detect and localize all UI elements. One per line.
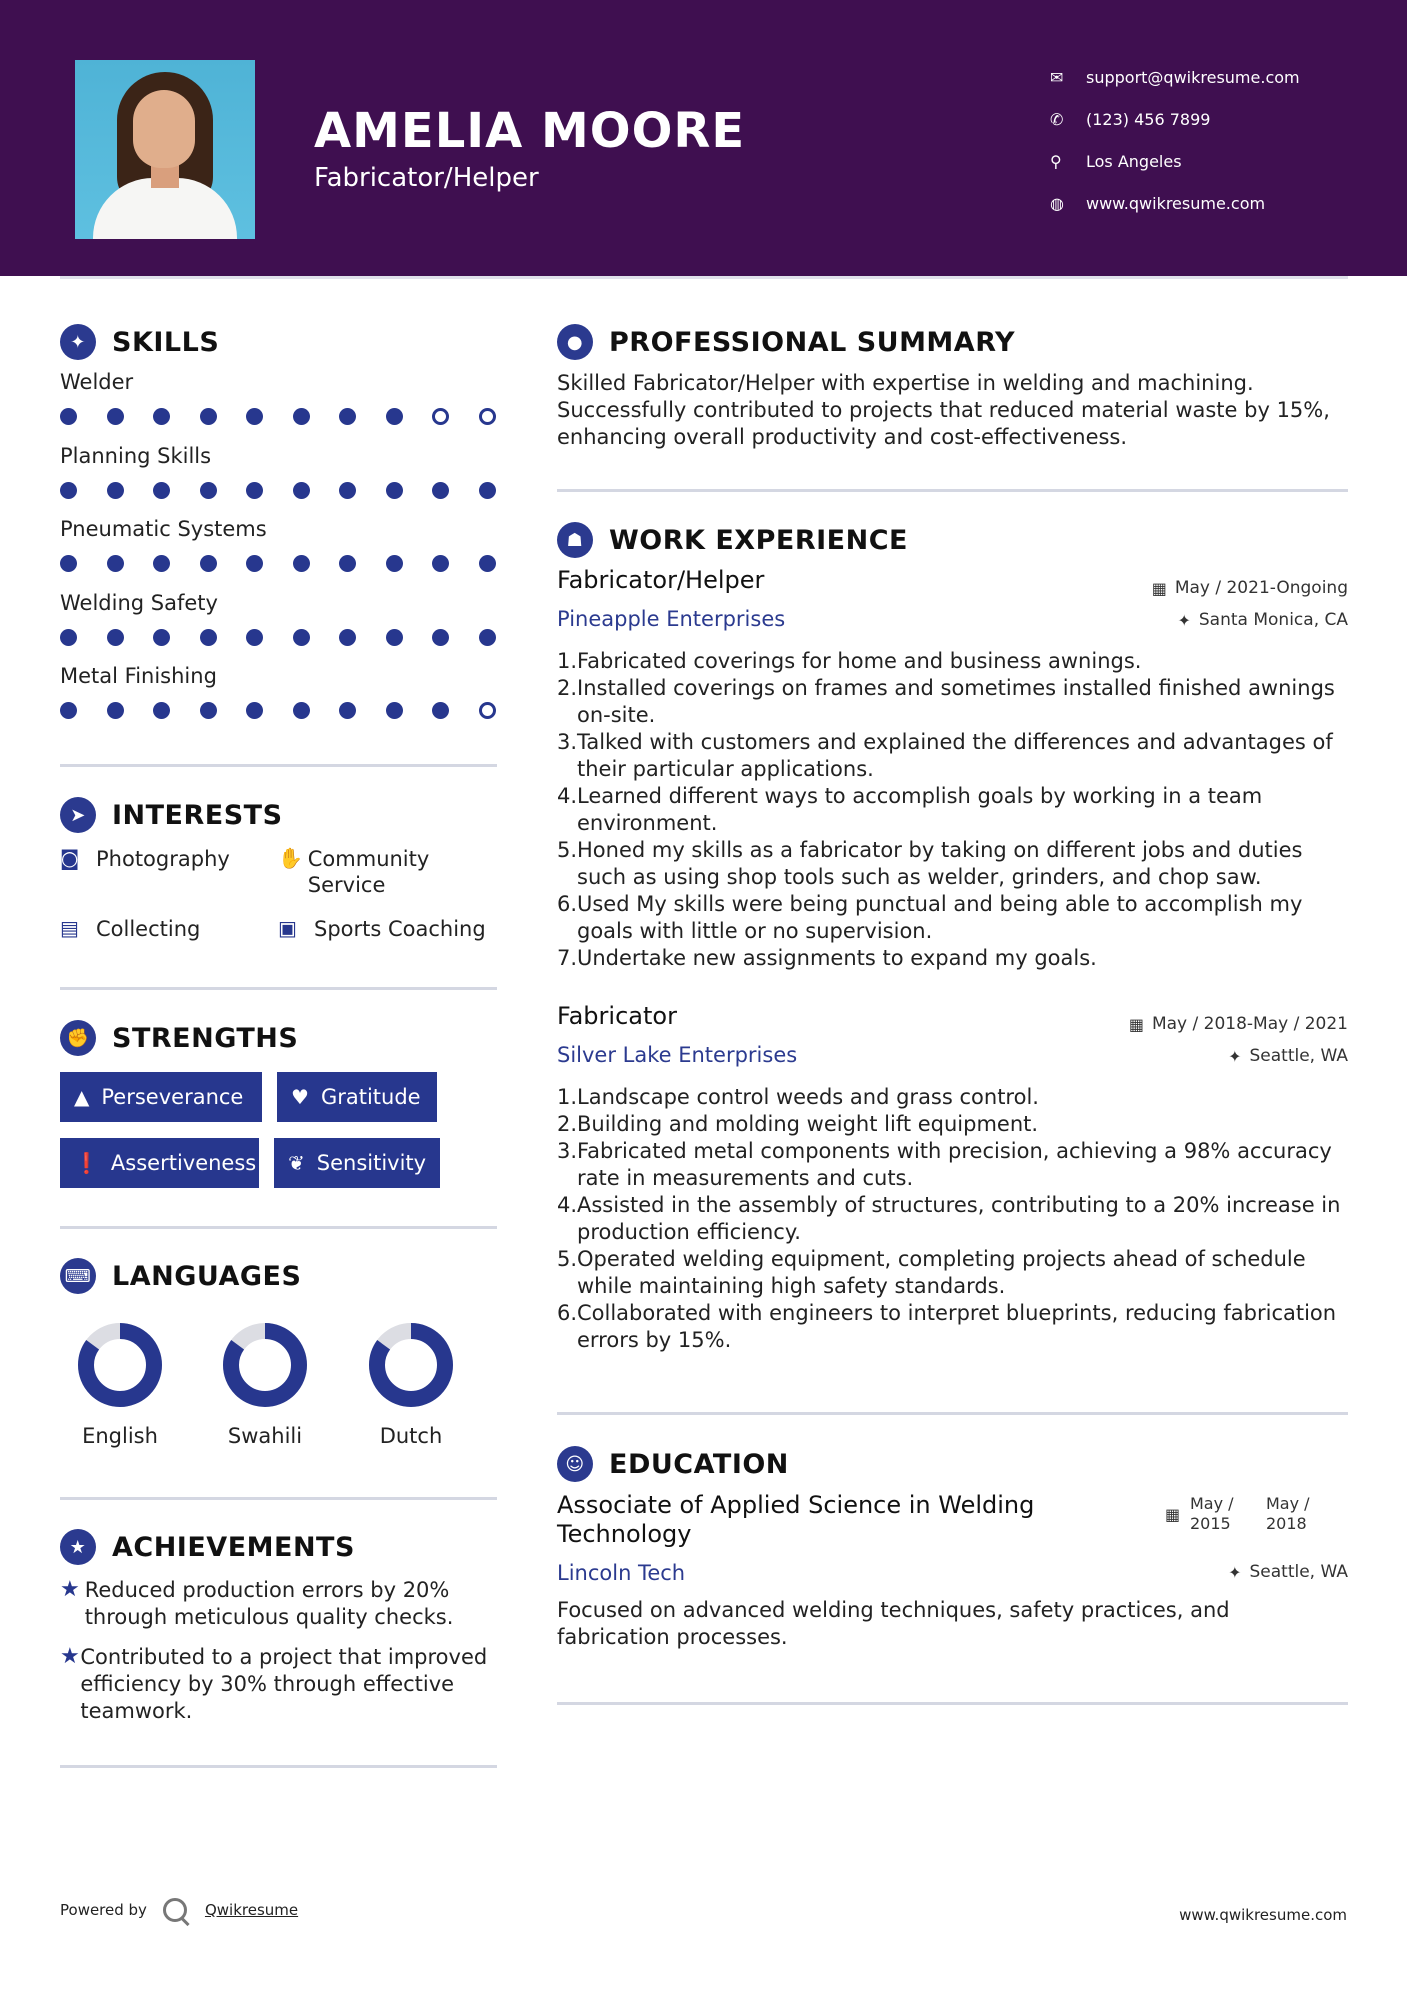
divider <box>60 764 497 767</box>
skill-rating <box>60 408 525 425</box>
divider <box>60 1226 497 1229</box>
duty-item: 6. Used My skills were being punctual and being able to accomplish my goals with little or no supervision. <box>557 892 1303 943</box>
fist-icon: ✊ <box>60 1020 96 1056</box>
header-banner <box>0 0 1407 276</box>
paper-plane-icon: ➤ <box>60 797 96 833</box>
interest-community-service: ✋ Community Service <box>278 846 430 897</box>
rating-dot <box>293 629 310 646</box>
education-description: Focused on advanced welding techniques, safety practices, and fabrication processes. <box>557 1598 1230 1649</box>
phone-icon: ✆ <box>1050 109 1064 129</box>
summary-heading: ● PROFESSIONAL SUMMARY <box>557 324 1015 360</box>
contact-email[interactable]: ✉ support@qwikresume.com <box>1050 67 1300 87</box>
rating-dot <box>293 702 310 719</box>
contact-list <box>1050 56 1300 224</box>
language-item <box>60 1322 180 1448</box>
pushpin-icon: ✦ <box>1228 1046 1242 1066</box>
skills-heading: ✦ SKILLS <box>60 324 219 360</box>
rating-dot <box>246 702 263 719</box>
rating-dot <box>339 702 356 719</box>
qwikresume-logo-icon <box>163 1898 187 1922</box>
skill-label: Planning Skills <box>60 443 212 468</box>
duty-item: 4. Learned different ways to accomplish goals by working in a team environment. <box>557 784 1263 835</box>
job-location: ✦ Santa Monica, CA <box>1177 610 1348 630</box>
job-title: Fabricator/Helper <box>557 566 765 594</box>
language-name: English <box>82 1424 158 1448</box>
road-icon: ▲ <box>74 1085 90 1109</box>
language-name: Swahili <box>227 1424 303 1448</box>
rating-dot <box>200 408 217 425</box>
skill-label: Welding Safety <box>60 590 218 615</box>
rating-dot <box>386 629 403 646</box>
proficiency-donut <box>368 1322 454 1408</box>
star-icon: ★ <box>60 1577 80 1602</box>
rating-dot <box>246 482 263 499</box>
globe-icon: ◍ <box>1050 193 1064 213</box>
footer-powered-by: Powered by Qwikresume <box>60 1898 298 1922</box>
rating-dot <box>432 482 449 499</box>
footer-website[interactable]: www.qwikresume.com <box>1179 1906 1347 1924</box>
languages-heading: ⌨ LANGUAGES <box>60 1258 301 1294</box>
job-dates: ▦ May / 2018-May / 2021 <box>1128 1014 1348 1034</box>
rating-dot <box>107 629 124 646</box>
divider <box>557 1702 1348 1705</box>
rating-dot <box>107 555 124 572</box>
strengths-heading: ✊ STRENGTHS <box>60 1020 298 1056</box>
summary-text: Skilled Fabricator/Helper with expertise in welding and machining. Successfully contributed to projects that reduced material waste by 15%, enhancing overall productivity and cost-effectiveness. <box>557 371 1330 449</box>
duty-item: 4. Assisted in the assembly of structures, contributing to a 20% increase in production efficiency. <box>557 1193 1341 1244</box>
rating-dot <box>432 702 449 719</box>
rating-dot <box>293 555 310 572</box>
lightbulb-icon: ✦ <box>60 324 96 360</box>
worker-icon: ☗ <box>557 522 593 558</box>
rating-dot <box>200 629 217 646</box>
graduate-icon: ☺ <box>557 1446 593 1482</box>
rating-dot <box>293 482 310 499</box>
rating-dot <box>386 555 403 572</box>
exclamation-icon: ❗ <box>74 1151 99 1175</box>
rating-dot <box>479 408 496 425</box>
duty-item: 3. Fabricated metal components with precision, achieving a 98% accuracy rate in measurements and cuts. <box>557 1139 1332 1190</box>
rating-dot <box>200 702 217 719</box>
rating-dot <box>60 629 77 646</box>
job-location: ✦ Seattle, WA <box>1228 1046 1348 1066</box>
rating-dot <box>432 555 449 572</box>
rating-dot <box>479 702 496 719</box>
job-duties <box>557 648 1347 972</box>
rating-dot <box>107 482 124 499</box>
rating-dot <box>107 408 124 425</box>
proficiency-donut <box>222 1322 308 1408</box>
rating-dot <box>339 555 356 572</box>
divider <box>60 1497 497 1500</box>
rating-dot <box>339 408 356 425</box>
leaf-icon: ❦ <box>288 1151 305 1175</box>
language-icon: ⌨ <box>60 1258 96 1294</box>
degree-title: Associate of Applied Science in Welding Technology <box>557 1491 1035 1548</box>
duty-item: 7. Undertake new assignments to expand my goals. <box>557 946 1097 970</box>
pushpin-icon: ✦ <box>1177 610 1191 630</box>
job-company: Silver Lake Enterprises <box>557 1043 798 1067</box>
duty-item: 1. Fabricated coverings for home and business awnings. <box>557 649 1142 673</box>
job-title: Fabricator <box>557 1002 677 1030</box>
education-end-date: May / 2018 <box>1266 1494 1310 1533</box>
user-icon: ● <box>557 324 593 360</box>
calendar-icon: ▦ <box>1128 1014 1144 1034</box>
rating-dot <box>339 482 356 499</box>
skill-rating <box>60 555 525 572</box>
skill-label: Metal Finishing <box>60 664 217 688</box>
rating-dot <box>200 482 217 499</box>
duty-item: 1. Landscape control weeds and grass control. <box>557 1085 1039 1109</box>
duty-item: 5. Honed my skills as a fabricator by taking on different jobs and duties such as using shop tools such as welder, grinders, and chop saw. <box>557 838 1303 889</box>
rating-dot <box>479 555 496 572</box>
rating-dot <box>153 555 170 572</box>
divider <box>60 987 497 990</box>
rating-dot <box>60 482 77 499</box>
strength-badge: ❦ Sensitivity <box>274 1138 440 1188</box>
strength-badge: ♥ Gratitude <box>277 1072 437 1122</box>
pushpin-icon: ✦ <box>1228 1562 1242 1582</box>
proficiency-donut <box>77 1322 163 1408</box>
camera-icon: ◙ <box>60 846 80 870</box>
job-duties <box>557 1084 1347 1354</box>
divider <box>557 489 1348 492</box>
duty-item: 5. Operated welding equipment, completing projects ahead of schedule while maintaining high safety standards. <box>557 1247 1306 1298</box>
brand-link[interactable]: Qwikresume <box>204 1901 299 1919</box>
achievement-item: ★ Contributed to a project that improved efficiency by 30% through effective teamwork. <box>60 1644 488 1723</box>
rating-dot <box>153 629 170 646</box>
rating-dot <box>246 629 263 646</box>
contact-phone[interactable]: ✆ (123) 456 7899 <box>1050 109 1211 129</box>
duty-item: 2. Installed coverings on frames and sometimes installed finished awnings on-site. <box>557 676 1335 727</box>
envelope-icon: ✉ <box>1050 67 1064 87</box>
interest-collecting: ▤ Collecting <box>60 916 201 941</box>
star-badge-icon: ★ <box>60 1529 96 1565</box>
rating-dot <box>432 408 449 425</box>
contact-website[interactable]: ◍ www.qwikresume.com <box>1050 193 1266 213</box>
job-dates: ▦ May / 2021-Ongoing <box>1151 578 1348 598</box>
strength-badge: ▲ Perseverance <box>60 1072 262 1122</box>
education-start-date: May / 2015 <box>1190 1494 1234 1533</box>
interest-sports-coaching: ▣ Sports Coaching <box>278 916 486 941</box>
rating-dot <box>200 555 217 572</box>
rating-dot <box>339 629 356 646</box>
rating-dot <box>153 408 170 425</box>
rating-dot <box>293 408 310 425</box>
skill-rating <box>60 702 525 719</box>
strength-badge: ❗ Assertiveness <box>60 1138 259 1188</box>
rating-dot <box>246 408 263 425</box>
skill-rating <box>60 629 525 646</box>
skill-rating <box>60 482 525 499</box>
rating-dot <box>246 555 263 572</box>
achievements-heading: ★ ACHIEVEMENTS <box>60 1529 355 1565</box>
candidate-name: AMELIA MOORE <box>314 103 746 159</box>
duty-item: 6. Collaborated with engineers to interpret blueprints, reducing fabrication errors by 15%. <box>557 1301 1337 1352</box>
rating-dot <box>153 482 170 499</box>
contact-location: ⚲ Los Angeles <box>1050 151 1182 171</box>
language-name: Dutch <box>379 1424 443 1448</box>
achievement-item: ★ Reduced production errors by 20% through meticulous quality checks. <box>60 1577 454 1629</box>
interest-photography: ◙ Photography <box>60 846 230 871</box>
rating-dot <box>60 555 77 572</box>
profile-photo <box>75 60 255 239</box>
divider <box>60 1765 497 1768</box>
rating-dot <box>479 482 496 499</box>
rating-dot <box>60 702 77 719</box>
rating-dot <box>60 408 77 425</box>
heart-icon: ♥ <box>291 1085 309 1109</box>
education-location: ✦ Seattle, WA <box>1228 1562 1348 1582</box>
language-item <box>205 1322 325 1448</box>
rating-dot <box>386 702 403 719</box>
skill-label: Pneumatic Systems <box>60 517 267 541</box>
rating-dot <box>432 629 449 646</box>
star-icon: ★ <box>60 1644 80 1669</box>
header-divider <box>60 276 1348 279</box>
calendar-icon: ▦ <box>1151 578 1167 598</box>
education-heading: ☺ EDUCATION <box>557 1446 789 1482</box>
school-name: Lincoln Tech <box>557 1561 686 1585</box>
rating-dot <box>153 702 170 719</box>
divider <box>557 1412 1348 1415</box>
rating-dot <box>386 408 403 425</box>
language-item <box>351 1322 471 1448</box>
work-heading: ☗ WORK EXPERIENCE <box>557 522 908 558</box>
rating-dot <box>386 482 403 499</box>
skill-label: Welder <box>60 370 134 394</box>
rating-dot <box>107 702 124 719</box>
archive-box-icon: ▤ <box>60 916 79 940</box>
briefcase-icon: ▣ <box>278 916 297 940</box>
hand-icon: ✋ <box>278 846 303 870</box>
job-company: Pineapple Enterprises <box>557 607 786 631</box>
location-pin-icon: ⚲ <box>1050 151 1062 171</box>
candidate-role: Fabricator/Helper <box>314 163 539 193</box>
rating-dot <box>479 629 496 646</box>
duty-item: 3. Talked with customers and explained the differences and advantages of their particular applications. <box>557 730 1333 781</box>
calendar-icon: ▦ <box>1165 1505 1181 1524</box>
interests-heading: ➤ INTERESTS <box>60 797 283 833</box>
duty-item: 2. Building and molding weight lift equipment. <box>557 1112 1039 1136</box>
